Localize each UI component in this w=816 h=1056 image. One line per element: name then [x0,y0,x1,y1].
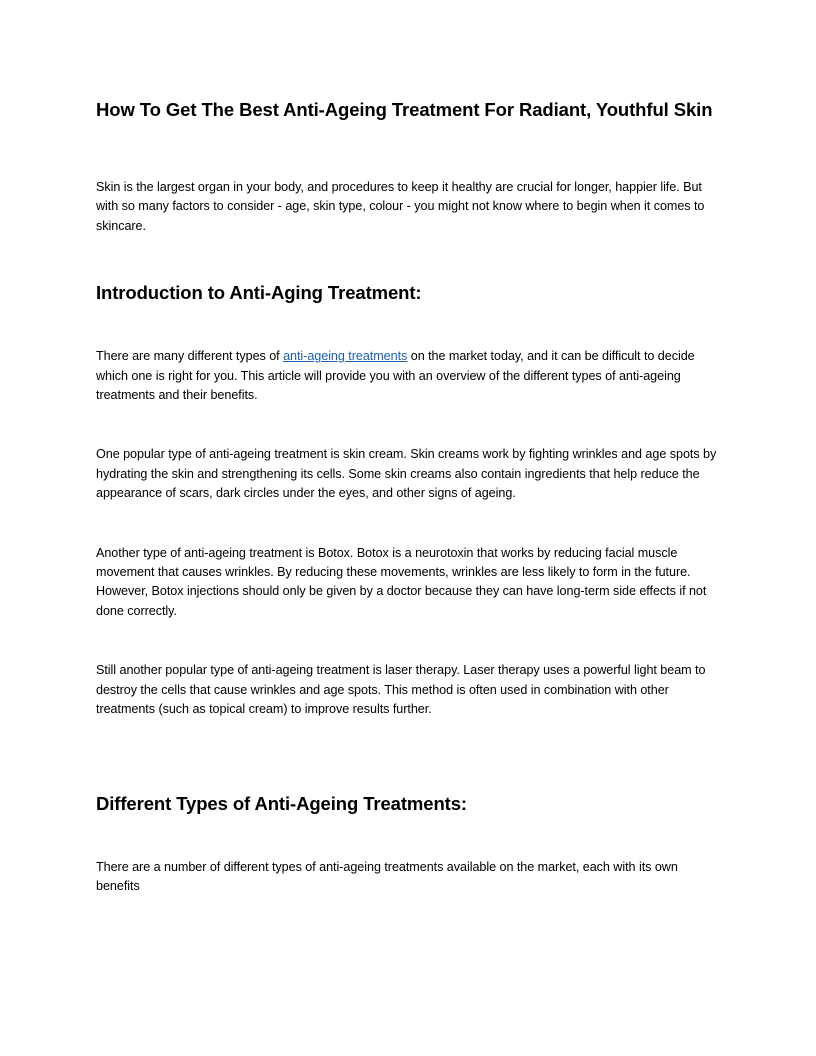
section1-paragraph-4: Still another popular type of anti-ageing treatment is laser therapy. Laser therapy uses a powerful light beam to destroy the cells that cause wrinkles and age spots. This method is often used in combination with other treatments (such as topical cream) to improve results further. [96,663,706,717]
anti-ageing-treatments-link[interactable]: anti-ageing treatments [283,349,408,364]
section1-paragraph-3: Another type of anti-ageing treatment is Botox. Botox is a neurotoxin that works by reducing facial muscle movement that causes wrinkles. By reducing these movements, wrinkles are less likely to form in the future. However, Botox injections should only be given by a doctor because they can have long-term side effects if not done correctly. [96,545,707,618]
section1-paragraph-1 [96,347,722,405]
section1-p1-text-after: on the market today, and it can be difficult to decide which one is right for you. This article will provide you with an overview of the different types of anti-ageing treatments and their benefits. [96,349,695,403]
section2-paragraph-1: There are a number of different types of anti-ageing treatments available on the market, each with its own benefits [96,859,678,893]
section1-paragraph-2: One popular type of anti-ageing treatment is skin cream. Skin creams work by fighting wrinkles and age spots by hydrating the skin and strengthening its cells. Some skin creams also contain ingredients that help reduce the appearance of scars, dark circles under the eyes, and other signs of ageing. [96,447,717,501]
section1-p1-text-before: There are many different types of [96,349,284,364]
section-heading-types: Different Types of Anti-Ageing Treatments: [96,792,467,814]
document-title: How To Get The Best Anti-Ageing Treatment For Radiant, Youthful Skin [96,99,713,120]
intro-paragraph: Skin is the largest organ in your body, and procedures to keep it healthy are crucial for longer, happier life. But with so many factors to consider - age, skin type, colour - you might not know where to begin when it comes to skincare. [96,180,705,233]
document-page [96,96,722,896]
section-heading-introduction: Introduction to Anti-Aging Treatment: [96,282,422,304]
